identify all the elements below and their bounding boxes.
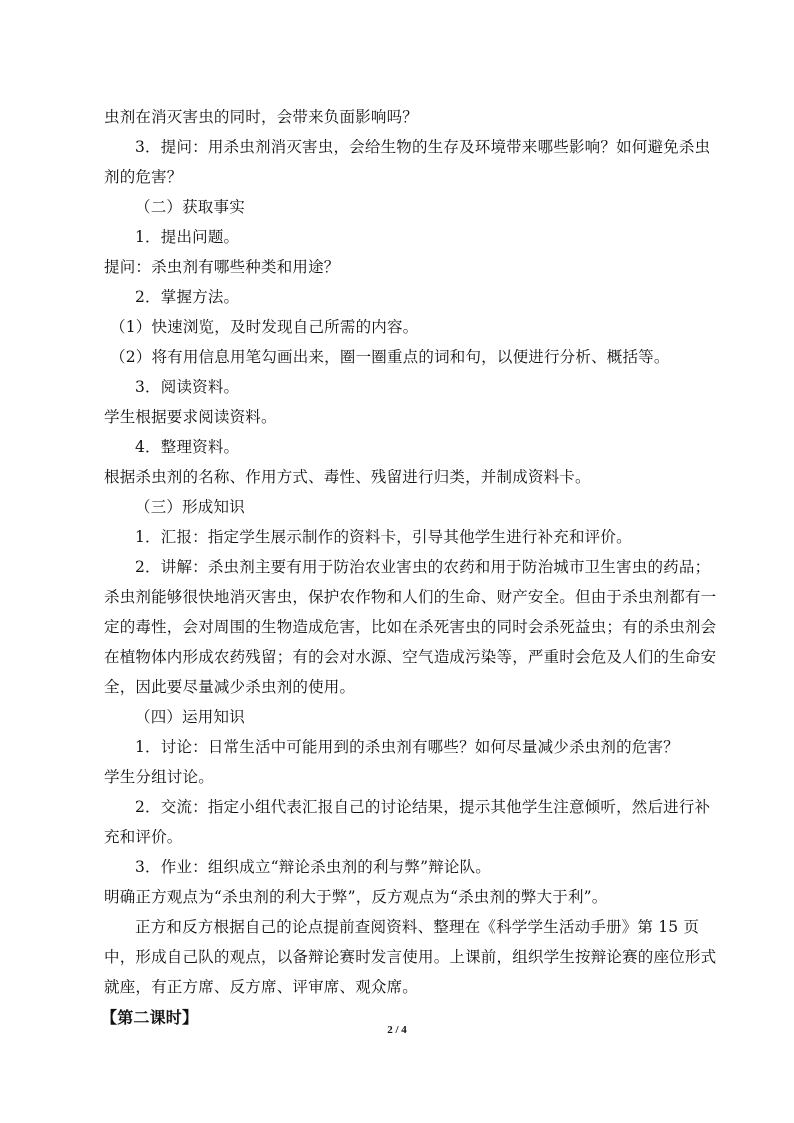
exchange-paragraph: 2．交流：指定小组代表汇报自己的讨论结果，提示其他学生注意倾听，然后进行补充和评价。 bbox=[104, 798, 711, 846]
step-4-heading: 4．整理资料。 bbox=[135, 438, 240, 456]
group-discussion-text: 学生分组讨论。 bbox=[104, 768, 214, 786]
step-1-heading: 1．提出问题。 bbox=[135, 228, 240, 246]
page-number: 2 / 4 bbox=[387, 1024, 407, 1036]
explanation-paragraph: 2．讲解：杀虫剂主要有用于防治农业害虫的农药和用于防治城市卫生害虫的药品；杀虫剂能够很快地消灭害虫，保护农作物和人们的生命、财产安全。但由于杀虫剂都有一定的毒性，会对周围的生物造成危害，比如在杀死害虫的同时会杀死益虫；有的杀虫剂会在植物体内形成农药残留；有的会对水源、空气造成污染等，严重时会危及人们的生命安全，因此要尽量减少杀虫剂的使用。 bbox=[104, 558, 717, 696]
step-3-text: 学生根据要求阅读资料。 bbox=[104, 408, 277, 426]
step-3-heading: 3．阅读资料。 bbox=[135, 378, 240, 396]
positions-paragraph: 明确正方观点为“杀虫剂的利大于弊”，反方观点为“杀虫剂的弊大于利”。 bbox=[104, 888, 608, 906]
step-1-question: 提问：杀虫剂有哪些种类和用途？ bbox=[104, 258, 340, 276]
section-heading-3: （三）形成知识 bbox=[135, 498, 245, 516]
step-2-heading: 2．掌握方法。 bbox=[135, 288, 240, 306]
step-4-text: 根据杀虫剂的名称、作用方式、毒性、残留进行归类，并制成资料卡。 bbox=[104, 468, 591, 486]
paragraph-continuation: 虫剂在消灭害虫的同时，会带来负面影响吗？ bbox=[104, 108, 419, 126]
paragraph-question-3: 3．提问：用杀虫剂消灭害虫，会给生物的生存及环境带来哪些影响？如何避免杀虫剂的危害？ bbox=[104, 138, 711, 186]
homework-paragraph: 3．作业：组织成立“辩论杀虫剂的利与弊”辩论队。 bbox=[135, 858, 492, 876]
document-body bbox=[101, 102, 724, 1034]
section-heading-2: （二）获取事实 bbox=[135, 198, 245, 216]
method-2: （2）将有用信息用笔勾画出来，圈一圈重点的词和句，以便进行分析、概括等。 bbox=[110, 348, 670, 366]
discussion-paragraph: 1．讨论：日常生活中可能用到的杀虫剂有哪些？如何尽量减少杀虫剂的危害？ bbox=[135, 738, 679, 756]
second-lesson-heading: 【第二课时】 bbox=[101, 1008, 199, 1027]
section-heading-4: （四）运用知识 bbox=[135, 708, 245, 726]
method-1: （1）快速浏览，及时发现自己所需的内容。 bbox=[110, 318, 419, 336]
preparation-paragraph: 正方和反方根据自己的论点提前查阅资料、整理在《科学学生活动手册》第 15 页中，形成自己队的观点，以备辩论赛时发言使用。上课前，组织学生按辩论赛的座位形式就座，有正方席、反方席、评审席、观众席。 bbox=[104, 918, 717, 996]
report-paragraph: 1．汇报：指定学生展示制作的资料卡，引导其他学生进行补充和评价。 bbox=[135, 528, 632, 546]
